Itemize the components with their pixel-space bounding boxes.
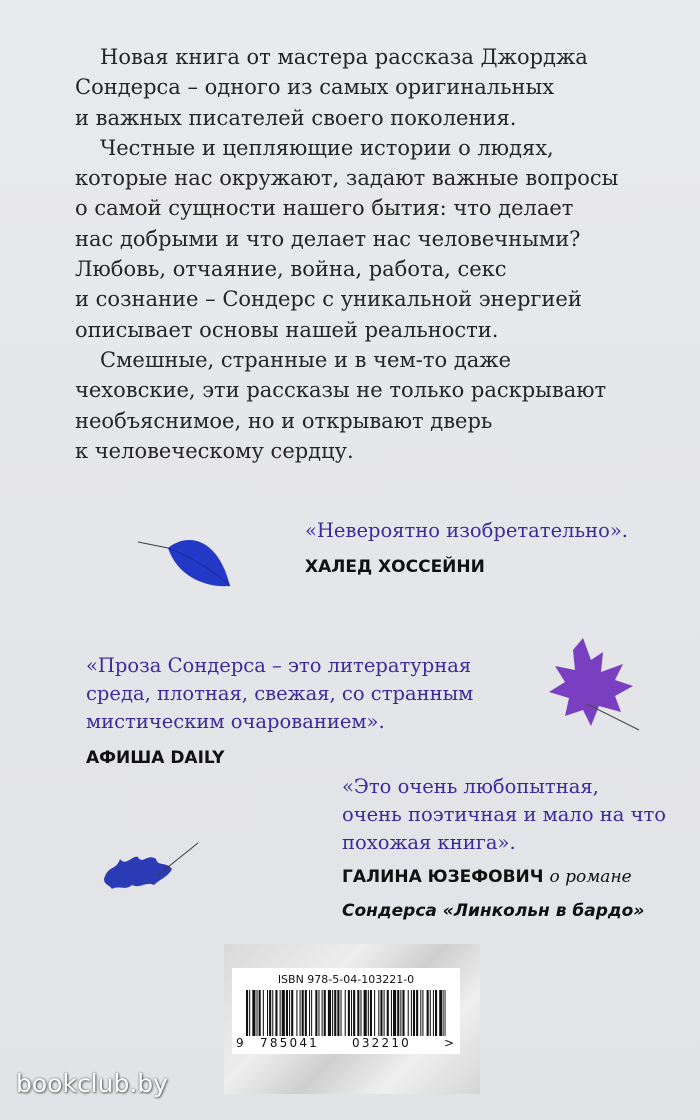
barcode-bar	[420, 990, 421, 1036]
barcode-bar	[334, 990, 336, 1036]
barcode-bar	[311, 990, 312, 1036]
barcode-bar	[291, 990, 293, 1036]
description-line: которые нас окружают, задают важные вопросы	[75, 166, 619, 191]
barcode-bar	[443, 990, 444, 1036]
barcode-bar	[309, 990, 310, 1036]
barcode-bar	[402, 990, 404, 1036]
barcode-bar	[353, 990, 355, 1036]
barcode-bar	[413, 990, 415, 1036]
barcode-bar	[286, 990, 288, 1036]
barcode-bar	[400, 990, 401, 1036]
barcode-bar	[257, 990, 258, 1036]
quote-author-line2: Сондерса «Линкольн в бардо»	[342, 901, 645, 921]
barcode-bar	[360, 990, 361, 1036]
barcode-bars	[246, 990, 446, 1036]
barcode-digits-group-2: 032210	[352, 1036, 412, 1050]
barcode-bar	[391, 990, 392, 1036]
watermark: bookclub.by	[16, 1069, 168, 1098]
review-quote-2	[86, 652, 473, 772]
barcode-bar	[427, 990, 429, 1036]
description-line: о самой сущности нашего бытия: что делает	[75, 196, 574, 221]
description-line: и сознание – Сондерс с уникальной энергией	[75, 287, 582, 312]
barcode-bar	[411, 990, 412, 1036]
quote-author-name: ГАЛИНА ЮЗЕФОВИЧ	[342, 867, 544, 887]
barcode-digit-first: 9	[236, 1036, 244, 1050]
book-description	[75, 42, 675, 466]
barcode-bar	[263, 990, 264, 1036]
description-line: и важных писателей своего поколения.	[75, 105, 517, 130]
purple-maple-leaf-icon	[535, 630, 655, 740]
barcode-bar	[328, 990, 331, 1036]
barcode-bar	[302, 990, 304, 1036]
barcode-bar	[296, 990, 297, 1036]
quote-line: мистическим очарованием».	[86, 710, 385, 733]
barcode-bar	[364, 990, 367, 1036]
blue-oak-leaf-icon	[98, 835, 203, 893]
quote-author: ХАЛЕД ХОССЕЙНИ	[305, 557, 485, 577]
description-line: чеховские, эти рассказы не только раскрывают	[75, 378, 607, 403]
review-quote-3	[342, 773, 666, 925]
description-paragraph-3	[75, 345, 675, 466]
description-line: Новая книга от мастера рассказа Джорджа	[100, 45, 588, 69]
quote-line: среда, плотная, свежая, со странным	[86, 682, 474, 705]
barcode-digits-group-1: 785041	[260, 1036, 320, 1050]
barcode-bar	[446, 990, 447, 1036]
barcode-arrow: >	[444, 1036, 455, 1050]
quote-author-suffix: о романе	[549, 867, 632, 887]
quote-line: «Это очень любопытная,	[342, 775, 599, 798]
barcode-bar	[380, 990, 382, 1036]
barcode-bar	[439, 990, 442, 1036]
barcode-bar	[280, 990, 281, 1036]
description-line: нас добрыми и что делает нас человечными?	[75, 226, 581, 251]
barcode-bar	[357, 990, 359, 1036]
description-line: необъяснимое, но и открывают дверь	[75, 408, 493, 433]
barcode-bar	[275, 990, 277, 1036]
barcode-bar	[416, 990, 418, 1036]
barcode-bar	[345, 990, 346, 1036]
isbn-text: ISBN 978-5-04-103221-0	[277, 973, 415, 986]
barcode-bar	[272, 990, 273, 1036]
barcode-bar	[368, 990, 369, 1036]
description-line: описывает основы нашей реальности.	[75, 317, 499, 342]
description-line: Смешные, странные и в чем-то даже	[100, 347, 512, 372]
barcode-bar	[435, 990, 437, 1036]
barcode-bar	[408, 990, 409, 1036]
description-line: Сондерса – одного из самых оригинальных	[75, 75, 555, 100]
quote-line: «Проза Сондерса – это литературная	[86, 654, 472, 677]
barcode-bar	[393, 990, 396, 1036]
barcode-bar	[249, 990, 250, 1036]
barcode-bar	[252, 990, 255, 1036]
barcode-bar	[269, 990, 271, 1036]
barcode-bar	[430, 990, 431, 1036]
description-line: Любовь, отчаяние, война, работа, секс	[75, 257, 507, 282]
barcode-bar	[318, 990, 319, 1036]
barcode-bar	[341, 990, 342, 1036]
barcode-bar	[305, 990, 307, 1036]
barcode-bar	[315, 990, 317, 1036]
barcode-bar	[374, 990, 375, 1036]
barcode-bar	[384, 990, 385, 1036]
review-quote-1	[305, 517, 628, 581]
barcode-bar	[422, 990, 423, 1036]
barcode	[232, 968, 460, 1054]
quote-line: очень поэтичная и мало на что	[342, 803, 666, 826]
barcode-bar	[332, 990, 333, 1036]
description-paragraph-2	[75, 133, 675, 345]
barcode-bar	[300, 990, 301, 1036]
barcode-bar	[246, 990, 248, 1036]
quote-author: АФИША DAILY	[86, 748, 225, 768]
barcode-bar	[387, 990, 389, 1036]
quote-line: «Невероятно изобретательно».	[305, 519, 628, 542]
barcode-bar	[348, 990, 350, 1036]
quote-line: похожая книга».	[342, 831, 516, 854]
barcode-bar	[289, 990, 290, 1036]
barcode-bar	[378, 990, 379, 1036]
barcode-bar	[351, 990, 352, 1036]
barcode-bar	[259, 990, 261, 1036]
barcode-bar	[370, 990, 372, 1036]
barcode-bar	[267, 990, 268, 1036]
blue-leaf-icon	[138, 528, 238, 598]
description-line: к человеческому сердцу.	[75, 438, 354, 463]
description-line: Честные и цепляющие истории о людях,	[100, 135, 554, 160]
barcode-bar	[324, 990, 326, 1036]
barcode-bar	[337, 990, 339, 1036]
description-paragraph-1	[75, 42, 675, 133]
barcode-bar	[282, 990, 285, 1036]
barcode-bar	[433, 990, 434, 1036]
quote-author	[342, 863, 666, 891]
barcode-bar	[397, 990, 399, 1036]
barcode-bar	[322, 990, 323, 1036]
